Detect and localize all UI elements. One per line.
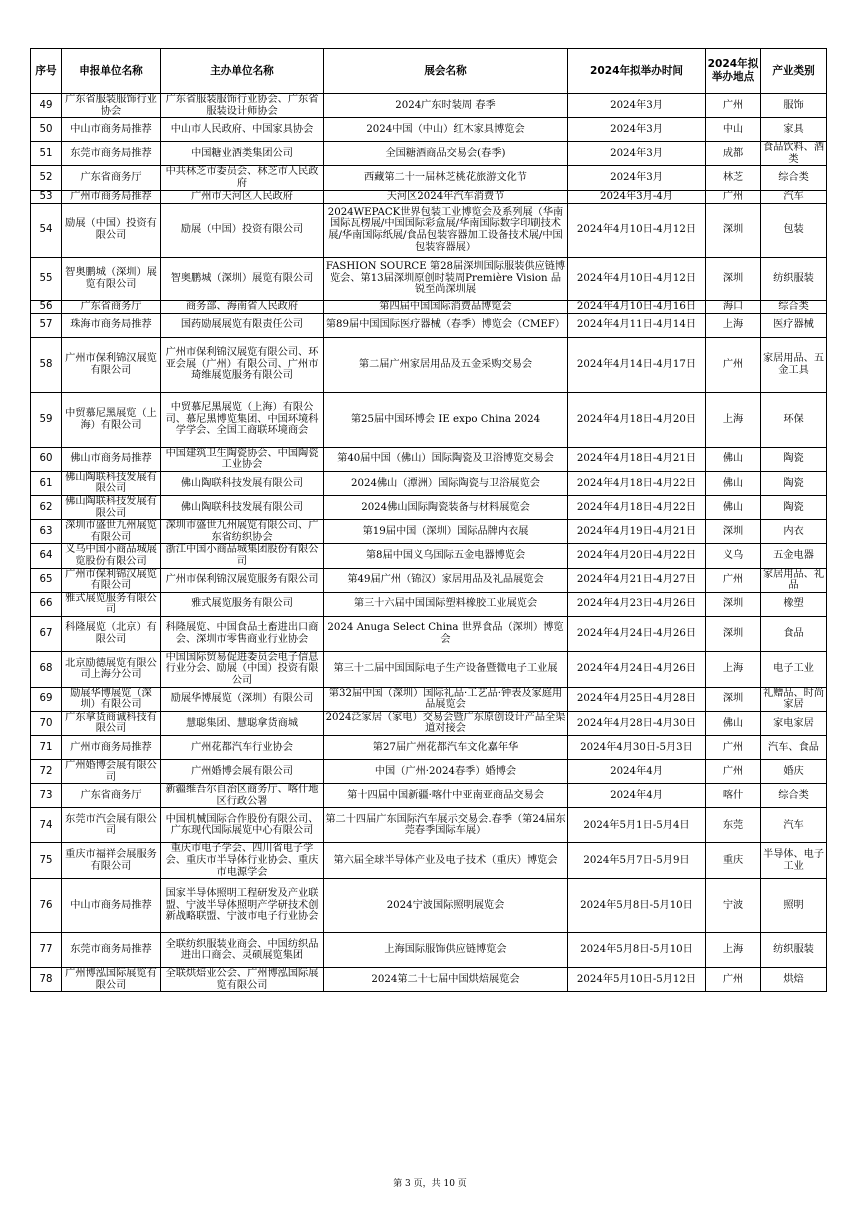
cell-industry: 内衣 [761, 520, 827, 544]
cell-industry: 婚庆 [761, 760, 827, 784]
table-header-row [31, 49, 827, 94]
cell-location: 佛山 [706, 471, 761, 495]
cell-location: 广州 [706, 968, 761, 992]
cell-exhibition-name: 第89届中国国际医疗器械（春季）博览会（CMEF） [324, 313, 568, 337]
table-row [31, 257, 827, 300]
cell-index: 73 [31, 784, 62, 808]
cell-applicant: 东莞市商务局推荐 [62, 933, 161, 968]
cell-applicant: 中贸慕尼黑展览（上海）有限公司 [62, 392, 161, 447]
cell-industry: 食品饮料、酒类 [761, 142, 827, 166]
cell-date: 2024年3月 [568, 118, 706, 142]
cell-organizer: 佛山陶联科技发展有限公司 [161, 471, 324, 495]
cell-location: 重庆 [706, 843, 761, 879]
cell-index: 57 [31, 313, 62, 337]
cell-date: 2024年3月 [568, 166, 706, 190]
cell-exhibition-name: 第三十二届中国国际电子生产设备暨微电子工业展 [324, 651, 568, 687]
cell-organizer: 科隆展览、中国食品土畜进出口商会、深圳市零售商业行业协会 [161, 616, 324, 651]
cell-index: 49 [31, 94, 62, 118]
table-row [31, 520, 827, 544]
cell-date: 2024年5月8日-5月10日 [568, 879, 706, 933]
cell-organizer: 广州市保利锦汉展览服务有限公司 [161, 568, 324, 592]
cell-industry: 纺织服装 [761, 933, 827, 968]
cell-location: 喀什 [706, 784, 761, 808]
cell-location: 义乌 [706, 544, 761, 568]
cell-date: 2024年5月1日-5月4日 [568, 808, 706, 843]
cell-date: 2024年4月20日-4月22日 [568, 544, 706, 568]
cell-index: 64 [31, 544, 62, 568]
cell-location: 上海 [706, 392, 761, 447]
cell-index: 68 [31, 651, 62, 687]
cell-industry: 汽车 [761, 190, 827, 203]
cell-applicant: 中山市商务局推荐 [62, 879, 161, 933]
header-organizer: 主办单位名称 [161, 49, 324, 94]
cell-industry: 陶瓷 [761, 471, 827, 495]
cell-exhibition-name: 第32届中国（深圳）国际礼品·工艺品·钟表及家庭用品展览会 [324, 687, 568, 711]
table-row [31, 337, 827, 392]
cell-exhibition-name: 第二届广州家居用品及五金采购交易会 [324, 337, 568, 392]
cell-applicant: 广州市保利锦汉展览有限公司 [62, 568, 161, 592]
table-row [31, 687, 827, 711]
cell-index: 78 [31, 968, 62, 992]
cell-date: 2024年4月23日-4月26日 [568, 592, 706, 616]
cell-industry: 食品 [761, 616, 827, 651]
cell-applicant: 广东省商务厅 [62, 166, 161, 190]
cell-organizer: 中国糖业酒类集团公司 [161, 142, 324, 166]
cell-date: 2024年4月24日-4月26日 [568, 616, 706, 651]
cell-industry: 家电家居 [761, 711, 827, 735]
cell-exhibition-name: 2024佛山国际陶瓷装备与材料展览会 [324, 495, 568, 519]
cell-organizer: 商务部、海南省人民政府 [161, 300, 324, 313]
cell-index: 60 [31, 447, 62, 471]
cell-exhibition-name: 西藏第二十一届林芝桃花旅游文化节 [324, 166, 568, 190]
cell-index: 75 [31, 843, 62, 879]
table-row [31, 616, 827, 651]
cell-index: 74 [31, 808, 62, 843]
cell-organizer: 佛山陶联科技发展有限公司 [161, 495, 324, 519]
cell-location: 广州 [706, 568, 761, 592]
cell-industry: 电子工业 [761, 651, 827, 687]
cell-index: 72 [31, 760, 62, 784]
cell-date: 2024年4月21日-4月27日 [568, 568, 706, 592]
cell-location: 广州 [706, 94, 761, 118]
cell-organizer: 新疆维吾尔自治区商务厅、喀什地区行政公署 [161, 784, 324, 808]
cell-exhibition-name: 2024广东时装周 春季 [324, 94, 568, 118]
cell-index: 67 [31, 616, 62, 651]
cell-organizer: 中共林芝市委员会、林芝市人民政府 [161, 166, 324, 190]
cell-date: 2024年4月30日-5月3日 [568, 736, 706, 760]
table-row [31, 190, 827, 203]
table-row [31, 651, 827, 687]
cell-exhibition-name: 2024 Anuga Select China 世界食品（深圳）博览会 [324, 616, 568, 651]
cell-date: 2024年3月-4月 [568, 190, 706, 203]
cell-index: 62 [31, 495, 62, 519]
cell-index: 52 [31, 166, 62, 190]
cell-organizer: 励展华博展览（深圳）有限公司 [161, 687, 324, 711]
cell-organizer: 中山市人民政府、中国家具协会 [161, 118, 324, 142]
table-row [31, 203, 827, 257]
cell-industry: 纺织服装 [761, 257, 827, 300]
cell-index: 65 [31, 568, 62, 592]
exhibition-table-container [30, 48, 826, 992]
cell-location: 中山 [706, 118, 761, 142]
cell-index: 70 [31, 711, 62, 735]
cell-exhibition-name: 2024第二十七届中国烘焙展览会 [324, 968, 568, 992]
cell-location: 佛山 [706, 447, 761, 471]
header-date: 2024年拟举办时间 [568, 49, 706, 94]
cell-location: 广州 [706, 337, 761, 392]
table-row [31, 784, 827, 808]
cell-organizer: 广州花都汽车行业协会 [161, 736, 324, 760]
cell-organizer: 广州婚博会展有限公司 [161, 760, 324, 784]
cell-applicant: 智奥鹏城（深圳）展览有限公司 [62, 257, 161, 300]
table-row [31, 711, 827, 735]
header-location: 2024年拟举办地点 [706, 49, 761, 94]
cell-industry: 烘焙 [761, 968, 827, 992]
cell-industry: 医疗器械 [761, 313, 827, 337]
table-row [31, 495, 827, 519]
cell-exhibition-name: 第三十六届中国国际塑料橡胶工业展览会 [324, 592, 568, 616]
cell-index: 53 [31, 190, 62, 203]
cell-organizer: 国家半导体照明工程研发及产业联盟、宁波半导体照明产学研技术创新战略联盟、宁波市电子行业协会 [161, 879, 324, 933]
cell-index: 76 [31, 879, 62, 933]
table-row [31, 392, 827, 447]
cell-location: 上海 [706, 651, 761, 687]
cell-applicant: 深圳市盛世九州展览有限公司 [62, 520, 161, 544]
table-body [31, 94, 827, 992]
cell-location: 广州 [706, 190, 761, 203]
cell-exhibition-name: FASHION SOURCE 第28届深圳国际服装供应链博览会、第13届深圳原创时装周Première Vision 品锐至尚深圳展 [324, 257, 568, 300]
cell-applicant: 广州博泓国际展览有限公司 [62, 968, 161, 992]
page-footer: 第 3 页，共 10 页 [393, 1179, 467, 1189]
cell-organizer: 中国机械国际合作股份有限公司、广东现代国际展览中心有限公司 [161, 808, 324, 843]
cell-organizer: 广州市天河区人民政府 [161, 190, 324, 203]
cell-index: 71 [31, 736, 62, 760]
cell-organizer: 励展（中国）投资有限公司 [161, 203, 324, 257]
cell-organizer: 中贸慕尼黑展览（上海）有限公司、慕尼黑博览集团、中国环境科学学会、全国工商联环境商会 [161, 392, 324, 447]
table-row [31, 300, 827, 313]
cell-industry: 照明 [761, 879, 827, 933]
cell-industry: 服饰 [761, 94, 827, 118]
cell-location: 广州 [706, 760, 761, 784]
cell-industry: 环保 [761, 392, 827, 447]
cell-industry: 陶瓷 [761, 447, 827, 471]
cell-exhibition-name: 2024佛山（潭洲）国际陶瓷与卫浴展览会 [324, 471, 568, 495]
cell-location: 深圳 [706, 203, 761, 257]
cell-organizer: 全联纺织服装业商会、中国纺织品进出口商会、灵硕展览集团 [161, 933, 324, 968]
cell-applicant: 东莞市汽会展有限公司 [62, 808, 161, 843]
cell-applicant: 重庆市福祥会展服务有限公司 [62, 843, 161, 879]
cell-applicant: 广东省服装服饰行业协会 [62, 94, 161, 118]
cell-exhibition-name: 第25届中国环博会 IE expo China 2024 [324, 392, 568, 447]
cell-date: 2024年3月 [568, 94, 706, 118]
cell-date: 2024年3月 [568, 142, 706, 166]
table-row [31, 471, 827, 495]
cell-date: 2024年4月19日-4月21日 [568, 520, 706, 544]
cell-date: 2024年4月 [568, 760, 706, 784]
cell-industry: 家具 [761, 118, 827, 142]
cell-organizer: 慧聪集团、慧聪拿货商城 [161, 711, 324, 735]
cell-industry: 综合类 [761, 784, 827, 808]
cell-industry: 汽车 [761, 808, 827, 843]
cell-index: 51 [31, 142, 62, 166]
cell-location: 深圳 [706, 616, 761, 651]
table-row [31, 94, 827, 118]
table-row [31, 736, 827, 760]
table-row [31, 592, 827, 616]
cell-applicant: 东莞市商务局推荐 [62, 142, 161, 166]
cell-index: 58 [31, 337, 62, 392]
cell-exhibition-name: 2024WEPACK世界包装工业博览会及系列展（华南国际瓦楞展/中国国际彩盒展/华南国际数字印刷技术展/华南国际纸展/食品包装容器加工设备技术展/中国包装容器展） [324, 203, 568, 257]
cell-exhibition-name: 第19届中国（深圳）国际品牌内衣展 [324, 520, 568, 544]
cell-applicant: 广东拿货商诚科技有限公司 [62, 711, 161, 735]
table-row [31, 447, 827, 471]
cell-exhibition-name: 2024宁波国际照明展览会 [324, 879, 568, 933]
cell-organizer: 中国国际贸易促进委员会电子信息行业分会、励展（中国）投资有限公司 [161, 651, 324, 687]
cell-exhibition-name: 2024中国（中山）红木家具博览会 [324, 118, 568, 142]
header-index: 序号 [31, 49, 62, 94]
cell-date: 2024年4月18日-4月21日 [568, 447, 706, 471]
cell-index: 61 [31, 471, 62, 495]
cell-index: 63 [31, 520, 62, 544]
header-exhibition-name: 展会名称 [324, 49, 568, 94]
cell-exhibition-name: 第49届广州（锦汉）家居用品及礼品展览会 [324, 568, 568, 592]
cell-date: 2024年4月18日-4月22日 [568, 471, 706, 495]
cell-organizer: 智奥鹏城（深圳）展览有限公司 [161, 257, 324, 300]
cell-applicant: 广州婚博会展有限公司 [62, 760, 161, 784]
cell-location: 海口 [706, 300, 761, 313]
cell-date: 2024年4月18日-4月20日 [568, 392, 706, 447]
cell-date: 2024年5月7日-5月9日 [568, 843, 706, 879]
cell-industry: 汽车、食品 [761, 736, 827, 760]
table-row [31, 544, 827, 568]
cell-applicant: 励展华博展览（深圳）有限公司 [62, 687, 161, 711]
cell-exhibition-name: 全国糖酒商品交易会(春季) [324, 142, 568, 166]
cell-exhibition-name: 天河区2024年汽车消费节 [324, 190, 568, 203]
cell-location: 宁波 [706, 879, 761, 933]
cell-location: 广州 [706, 736, 761, 760]
cell-index: 54 [31, 203, 62, 257]
cell-index: 69 [31, 687, 62, 711]
cell-location: 深圳 [706, 592, 761, 616]
cell-date: 2024年4月25日-4月28日 [568, 687, 706, 711]
cell-date: 2024年4月14日-4月17日 [568, 337, 706, 392]
cell-index: 50 [31, 118, 62, 142]
cell-exhibition-name: 中国（广州·2024春季）婚博会 [324, 760, 568, 784]
cell-date: 2024年4月11日-4月14日 [568, 313, 706, 337]
cell-exhibition-name: 第8届中国义乌国际五金电器博览会 [324, 544, 568, 568]
cell-location: 林芝 [706, 166, 761, 190]
cell-applicant: 佛山陶联科技发展有限公司 [62, 495, 161, 519]
cell-industry: 礼赠品、时尚家居 [761, 687, 827, 711]
cell-location: 佛山 [706, 495, 761, 519]
cell-exhibition-name: 第40届中国（佛山）国际陶瓷及卫浴博览交易会 [324, 447, 568, 471]
cell-exhibition-name: 第二十四届广东国际汽车展示交易会.春季（第24届东莞春季国际车展） [324, 808, 568, 843]
cell-organizer: 深圳市盛世九州展览有限公司、广东省纺织协会 [161, 520, 324, 544]
table-row [31, 933, 827, 968]
table-row [31, 142, 827, 166]
cell-index: 66 [31, 592, 62, 616]
cell-applicant: 科隆展览（北京）有限公司 [62, 616, 161, 651]
cell-location: 深圳 [706, 257, 761, 300]
cell-applicant: 中山市商务局推荐 [62, 118, 161, 142]
cell-date: 2024年4月10日-4月12日 [568, 203, 706, 257]
cell-index: 77 [31, 933, 62, 968]
cell-exhibition-name: 第四届中国国际消费品博览会 [324, 300, 568, 313]
cell-location: 深圳 [706, 520, 761, 544]
cell-date: 2024年5月10日-5月12日 [568, 968, 706, 992]
cell-exhibition-name: 第27届广州花都汽车文化嘉年华 [324, 736, 568, 760]
cell-index: 59 [31, 392, 62, 447]
cell-location: 上海 [706, 313, 761, 337]
cell-industry: 五金电器 [761, 544, 827, 568]
cell-location: 东莞 [706, 808, 761, 843]
cell-industry: 综合类 [761, 166, 827, 190]
cell-exhibition-name: 上海国际服饰供应链博览会 [324, 933, 568, 968]
table-row [31, 808, 827, 843]
cell-organizer: 广东省服装服饰行业协会、广东省服装设计师协会 [161, 94, 324, 118]
cell-applicant: 广东省商务厅 [62, 300, 161, 313]
cell-exhibition-name: 2024泛家居（家电）交易会暨广东原创设计产品全渠道对接会 [324, 711, 568, 735]
cell-organizer: 重庆市电子学会、四川省电子学会、重庆市半导体行业协会、重庆市电源学会 [161, 843, 324, 879]
cell-applicant: 励展（中国）投资有限公司 [62, 203, 161, 257]
table-row [31, 968, 827, 992]
cell-date: 2024年4月24日-4月26日 [568, 651, 706, 687]
table-row [31, 118, 827, 142]
cell-date: 2024年4月28日-4月30日 [568, 711, 706, 735]
cell-location: 佛山 [706, 711, 761, 735]
cell-location: 深圳 [706, 687, 761, 711]
cell-applicant: 广州市保利锦汉展览有限公司 [62, 337, 161, 392]
cell-applicant: 广州市商务局推荐 [62, 190, 161, 203]
table-row [31, 879, 827, 933]
cell-location: 成都 [706, 142, 761, 166]
cell-applicant: 珠海市商务局推荐 [62, 313, 161, 337]
cell-organizer: 广州市保利锦汉展览有限公司、环亚会展（广州）有限公司、广州市琦维展览服务有限公司 [161, 337, 324, 392]
cell-exhibition-name: 第六届全球半导体产业及电子技术（重庆）博览会 [324, 843, 568, 879]
cell-applicant: 义乌中国小商品城展览股份有限公司 [62, 544, 161, 568]
cell-date: 2024年4月10日-4月12日 [568, 257, 706, 300]
cell-industry: 半导体、电子工业 [761, 843, 827, 879]
cell-industry: 陶瓷 [761, 495, 827, 519]
cell-date: 2024年4月18日-4月22日 [568, 495, 706, 519]
cell-location: 上海 [706, 933, 761, 968]
table-row [31, 760, 827, 784]
exhibition-table [30, 48, 827, 992]
header-applicant: 申报单位名称 [62, 49, 161, 94]
cell-organizer: 全联烘焙业公会、广州博泓国际展览有限公司 [161, 968, 324, 992]
cell-date: 2024年4月 [568, 784, 706, 808]
cell-applicant: 雅式展览服务有限公司 [62, 592, 161, 616]
header-industry: 产业类别 [761, 49, 827, 94]
cell-date: 2024年4月10日-4月16日 [568, 300, 706, 313]
cell-applicant: 佛山陶联科技发展有限公司 [62, 471, 161, 495]
cell-applicant: 佛山市商务局推荐 [62, 447, 161, 471]
cell-exhibition-name: 第十四届中国新疆·喀什中亚南亚商品交易会 [324, 784, 568, 808]
cell-index: 55 [31, 257, 62, 300]
table-row [31, 313, 827, 337]
cell-date: 2024年5月8日-5月10日 [568, 933, 706, 968]
table-row [31, 843, 827, 879]
cell-industry: 家居用品、礼品 [761, 568, 827, 592]
cell-organizer: 国药励展展览有限责任公司 [161, 313, 324, 337]
cell-applicant: 广州市商务局推荐 [62, 736, 161, 760]
cell-industry: 综合类 [761, 300, 827, 313]
cell-industry: 家居用品、五金工具 [761, 337, 827, 392]
cell-index: 56 [31, 300, 62, 313]
table-row [31, 166, 827, 190]
cell-industry: 橡塑 [761, 592, 827, 616]
cell-organizer: 中国建筑卫生陶瓷协会、中国陶瓷工业协会 [161, 447, 324, 471]
cell-applicant: 北京励德展览有限公司上海分公司 [62, 651, 161, 687]
cell-applicant: 广东省商务厅 [62, 784, 161, 808]
cell-organizer: 浙江中国小商品城集团股份有限公司 [161, 544, 324, 568]
cell-organizer: 雅式展览服务有限公司 [161, 592, 324, 616]
cell-industry: 包装 [761, 203, 827, 257]
table-row [31, 568, 827, 592]
